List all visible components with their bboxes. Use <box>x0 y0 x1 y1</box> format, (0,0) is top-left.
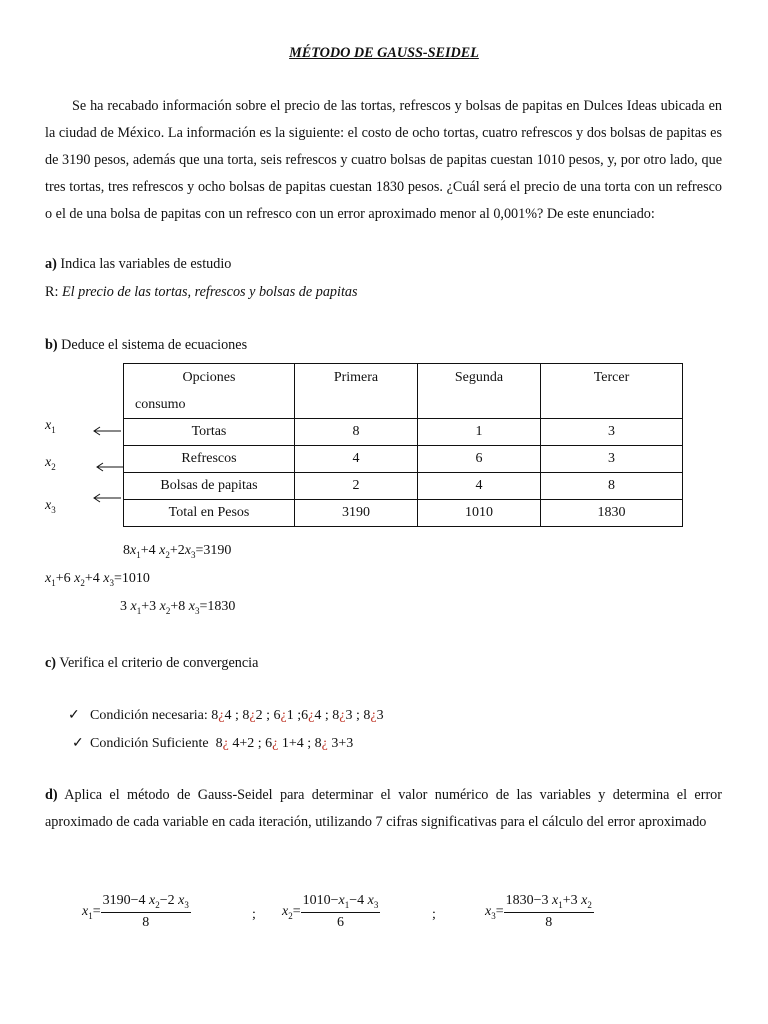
table-cell: 1010 <box>418 500 541 527</box>
fraction: $\frac{1830-3 x_1+3 x_2}{8}$ <box>505 893 592 930</box>
part-a-label: a) <box>45 256 57 272</box>
part-d <box>45 782 722 836</box>
page-title: MÉTODO DE GAUSS-SEIDEL <box>289 45 479 61</box>
table-cell: 3 <box>541 419 683 446</box>
answer-a <box>45 284 358 301</box>
table-header-cell: Primera <box>295 364 418 419</box>
part-a-text: Indica las variables de estudio <box>60 256 232 272</box>
part-c <box>45 655 258 672</box>
part-a <box>45 256 231 273</box>
arrow-left-icon <box>92 426 122 436</box>
table-header-cell <box>124 364 295 419</box>
condition-sufficient: ✓ Condición Suficiente 8¿ 4+2 ; 6¿ 1+4 ; 8¿ 3+3 <box>72 736 354 751</box>
variable-x1-label: $x_1$ <box>45 418 56 435</box>
formula-x3: $x_3=$ $\frac{1830-3 x_1+3 x_2}{8}$ <box>485 893 592 930</box>
table-row <box>124 419 683 446</box>
table-row <box>124 446 683 473</box>
table-cell: 1830 <box>541 500 683 527</box>
part-b-text: Deduce el sistema de ecuaciones <box>61 337 248 353</box>
table-cell: Refrescos <box>124 446 295 473</box>
table-cell: 8 <box>541 473 683 500</box>
consumption-table <box>123 363 683 527</box>
part-b-label: b) <box>45 337 58 353</box>
table-cell: 4 <box>295 446 418 473</box>
intro-text: Se ha recabado información sobre el precio de las tortas, refrescos y bolsas de papitas en Dulces Ideas ubicada en la ciudad de México. La información es la siguiente: el costo de ocho tortas, cuatro refrescos y dos bolsas de papitas es de 3190 pesos, además que una torta, seis refrescos y cuatro bolsas de papitas cuestan 1010 pesos, y, por otro lado, que tres tortas, tres refrescos y ocho bolsas de papitas cuestan 1830 pesos. ¿Cuál será el precio de una torta con un refresco o el de una bolsa de papitas con un refresco con un error aproximado menor al 0,001%? De este enunciado: <box>45 98 722 222</box>
separator: ; <box>252 907 256 922</box>
table-cell: 8 <box>295 419 418 446</box>
table-cell: 6 <box>418 446 541 473</box>
header-line-1: Opciones <box>182 370 236 385</box>
table-header-cell: Segunda <box>418 364 541 419</box>
arrow-left-icon <box>95 462 125 472</box>
table-cell: Tortas <box>124 419 295 446</box>
table-cell: 3190 <box>295 500 418 527</box>
answer-a-text: El precio de las tortas, refrescos y bolsas de papitas <box>61 284 358 300</box>
intro-paragraph <box>45 93 722 228</box>
part-d-label: d) <box>45 787 58 803</box>
table-cell: Total en Pesos <box>124 500 295 527</box>
table-cell: 4 <box>418 473 541 500</box>
condition-necessary-label: Condición necesaria: <box>90 708 208 723</box>
equation-3: 3 $x_1+3$ $x_2+8$ $x_3=1830$ <box>120 599 236 616</box>
fraction: $\frac{1010-x_1-4 x_3}{6}$ <box>302 893 379 930</box>
part-b <box>45 337 247 354</box>
table-cell: 2 <box>295 473 418 500</box>
formula-x2: $x_2=$ $\frac{1010-x_1-4 x_3}{6}$ <box>282 893 379 930</box>
table-row <box>124 473 683 500</box>
arrow-left-icon <box>92 493 122 503</box>
table-row <box>124 500 683 527</box>
part-c-text: Verifica el criterio de convergencia <box>59 655 259 671</box>
condition-sufficient-label: Condición Suficiente <box>90 736 209 751</box>
table-cell: 3 <box>541 446 683 473</box>
part-c-label: c) <box>45 655 57 671</box>
equation-1: $8x_1+4$ $x_2+2x_3=3190$ <box>123 543 232 560</box>
table-cell: 1 <box>418 419 541 446</box>
equation-2: $x_1+6$ $x_2+4$ $x_3=1010$ <box>45 571 150 588</box>
check-icon: ✓ <box>68 708 80 723</box>
table-header-cell: Tercer <box>541 364 683 419</box>
fraction: $\frac{3190-4 x_2-2 x_3}{8}$ <box>102 893 189 930</box>
table-header-row <box>124 364 683 419</box>
part-d-text: Aplica el método de Gauss-Seidel para determinar el valor numérico de las variables y determina el error aproximado de cada variable en cada iteración, utilizando 7 cifras significativas para el cálculo del error aproximado <box>45 787 722 830</box>
check-icon: ✓ <box>72 736 84 751</box>
formula-x1: $x_1=$ $\frac{3190-4 x_2-2 x_3}{8}$ <box>82 893 189 930</box>
header-line-2: consumo <box>135 397 186 412</box>
variable-x3-label: $x_3$ <box>45 498 56 515</box>
answer-a-prefix: R: <box>45 284 59 300</box>
condition-necessary: ✓ Condición necesaria: 8¿4 ; 8¿2 ; 6¿1 ;6¿4 ; 8¿3 ; 8¿3 <box>68 708 384 723</box>
table-cell: Bolsas de papitas <box>124 473 295 500</box>
variable-x2-label: $x_2$ <box>45 455 56 472</box>
separator: ; <box>432 907 436 922</box>
